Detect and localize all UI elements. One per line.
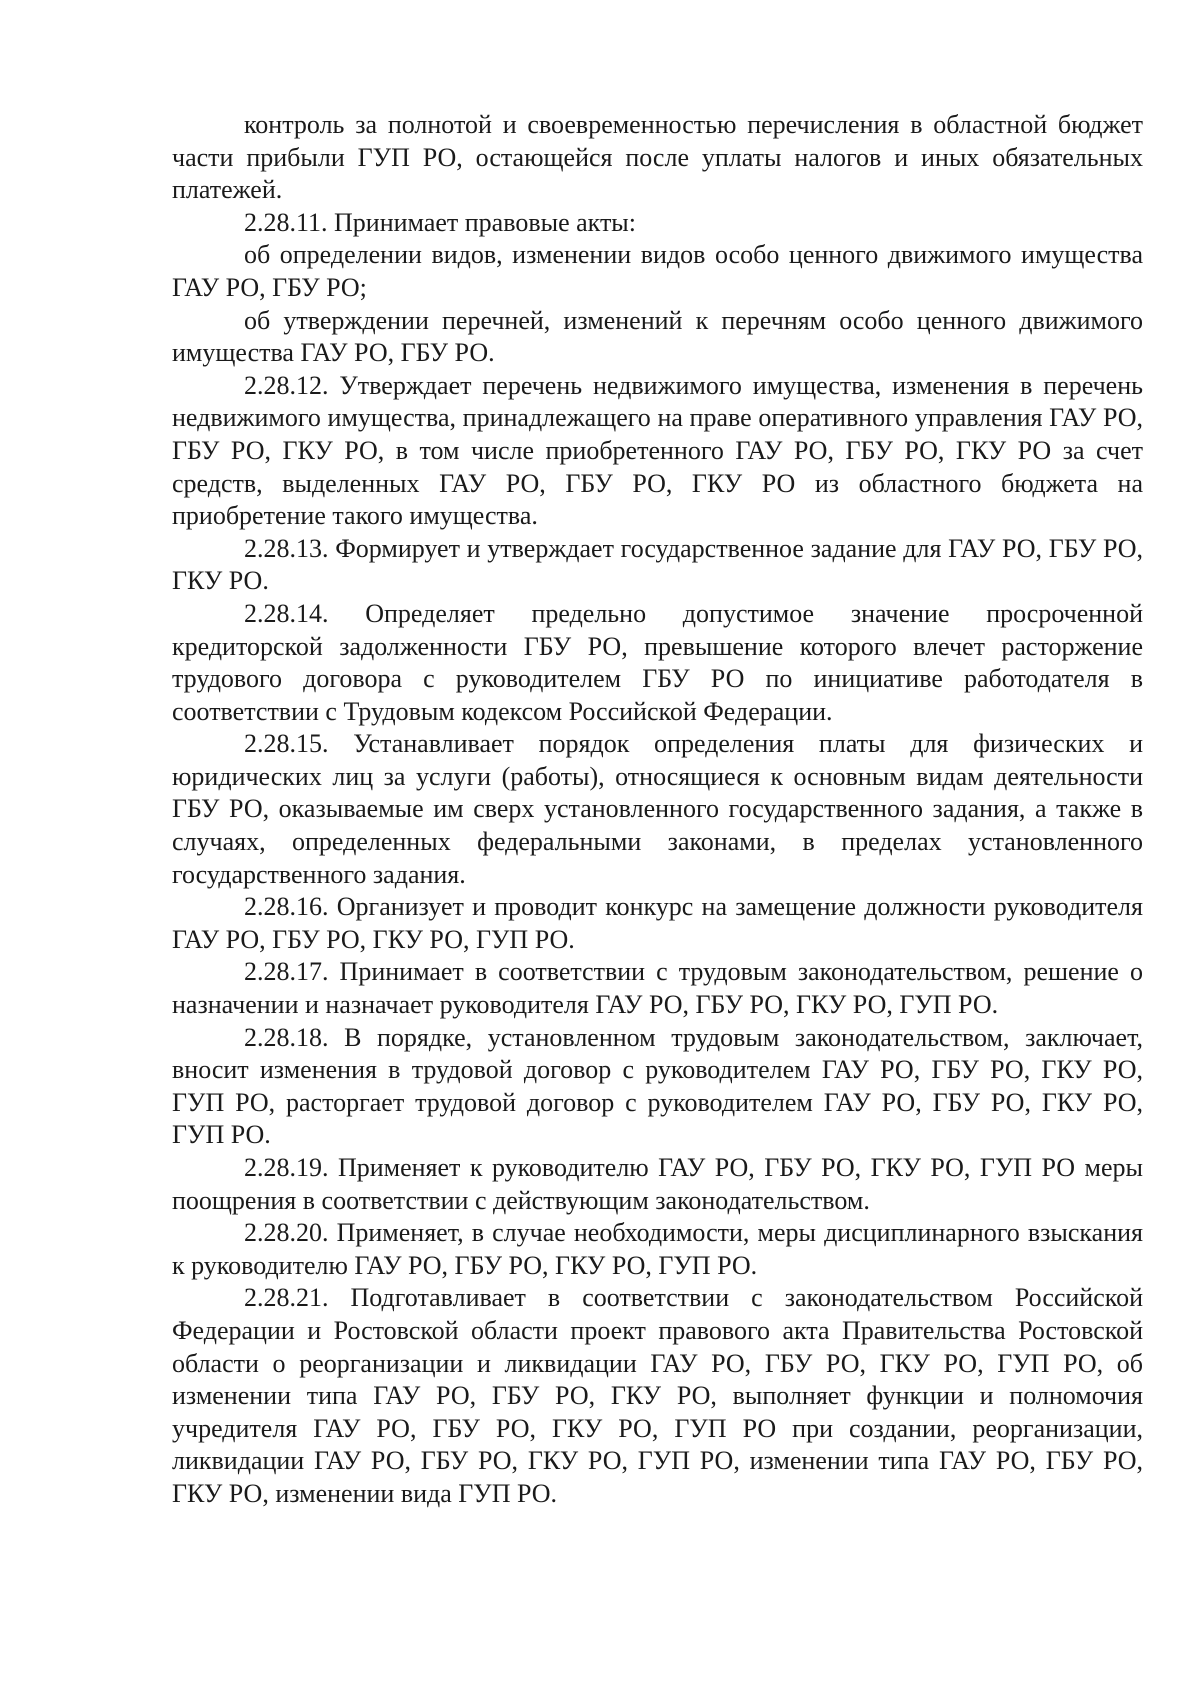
paragraph: 2.28.14. Определяет предельно допустимое значение просроченной кредиторской задолженности ГБУ РО, превышение которого влечет расторжение трудового договора с руководителем ГБУ РО по инициативе работодателя в соответствии с Трудовым кодексом Российской Федерации.	[172, 598, 1143, 726]
paragraph: контроль за полнотой и своевременностью перечисления в областной бюджет части прибыли ГУП РО, остающейся после уплаты налогов и иных обязательных платежей.	[172, 110, 1143, 205]
paragraph: 2.28.12. Утверждает перечень недвижимого имущества, изменения в перечень недвижимого имущества, принадлежащего на праве оперативного управления ГАУ РО, ГБУ РО, ГКУ РО, в том числе приобретенного ГАУ РО, ГБУ РО, ГКУ РО за счет средств, выделенных ГАУ РО, ГБУ РО, ГКУ РО из областного бюджета на приобретение такого имущества.	[172, 370, 1143, 531]
paragraph: 2.28.19. Применяет к руководителю ГАУ РО, ГБУ РО, ГКУ РО, ГУП РО меры поощрения в соответствии с действующим законодательством.	[172, 1153, 1143, 1215]
paragraph: 2.28.18. В порядке, установленном трудовым законодательством, заключает, вносит изменения в трудовой договор с руководителем ГАУ РО, ГБУ РО, ГКУ РО, ГУП РО, расторгает трудовой договор с руководителем ГАУ РО, ГБУ РО, ГКУ РО, ГУП РО.	[172, 1022, 1143, 1150]
paragraph: об определении видов, изменении видов особо ценного движимого имущества ГАУ РО, ГБУ РО;	[172, 240, 1143, 302]
paragraph: 2.28.17. Принимает в соответствии с трудовым законодательством, решение о назначении и назначает руководителя ГАУ РО, ГБУ РО, ГКУ РО, ГУП РО.	[172, 957, 1143, 1020]
paragraph: 2.28.15. Устанавливает порядок определения платы для физических и юридических лиц за услуги (работы), относящиеся к основным видам деятельности ГБУ РО, оказываемые им сверх установленного государственного задания, а также в случаях, определенных федеральными законами, в пределах установленного государственного задания.	[172, 729, 1143, 889]
paragraph: 2.28.16. Организует и проводит конкурс на замещение должности руководителя ГАУ РО, ГБУ РО, ГКУ РО, ГУП РО.	[172, 892, 1143, 954]
paragraph: 2.28.13. Формирует и утверждает государственное задание для ГАУ РО, ГБУ РО, ГКУ РО.	[172, 533, 1143, 596]
paragraph: об утверждении перечней, изменений к перечням особо ценного движимого имущества ГАУ РО, ГБУ РО.	[172, 305, 1143, 368]
paragraph: 2.28.21. Подготавливает в соответствии с законодательством Российской Федерации и Ростовской области проект правового акта Правительства Ростовской области о реорганизации и ликвидации ГАУ РО, ГБУ РО, ГКУ РО, ГУП РО, об изменении типа ГАУ РО, ГБУ РО, ГКУ РО, выполняет функции и полномочия учредителя ГАУ РО, ГБУ РО, ГКУ РО, ГУП РО при создании, реорганизации, ликвидации ГАУ РО, ГБУ РО, ГКУ РО, ГУП РО, изменении типа ГАУ РО, ГБУ РО, ГКУ РО, изменении вида ГУП РО.	[172, 1283, 1143, 1508]
paragraph: 2.28.20. Применяет, в случае необходимости, меры дисциплинарного взыскания к руководителю ГАУ РО, ГБУ РО, ГКУ РО, ГУП РО.	[172, 1218, 1143, 1280]
paragraph: 2.28.11. Принимает правовые акты:	[244, 207, 636, 237]
document-page	[172, 109, 1143, 1511]
